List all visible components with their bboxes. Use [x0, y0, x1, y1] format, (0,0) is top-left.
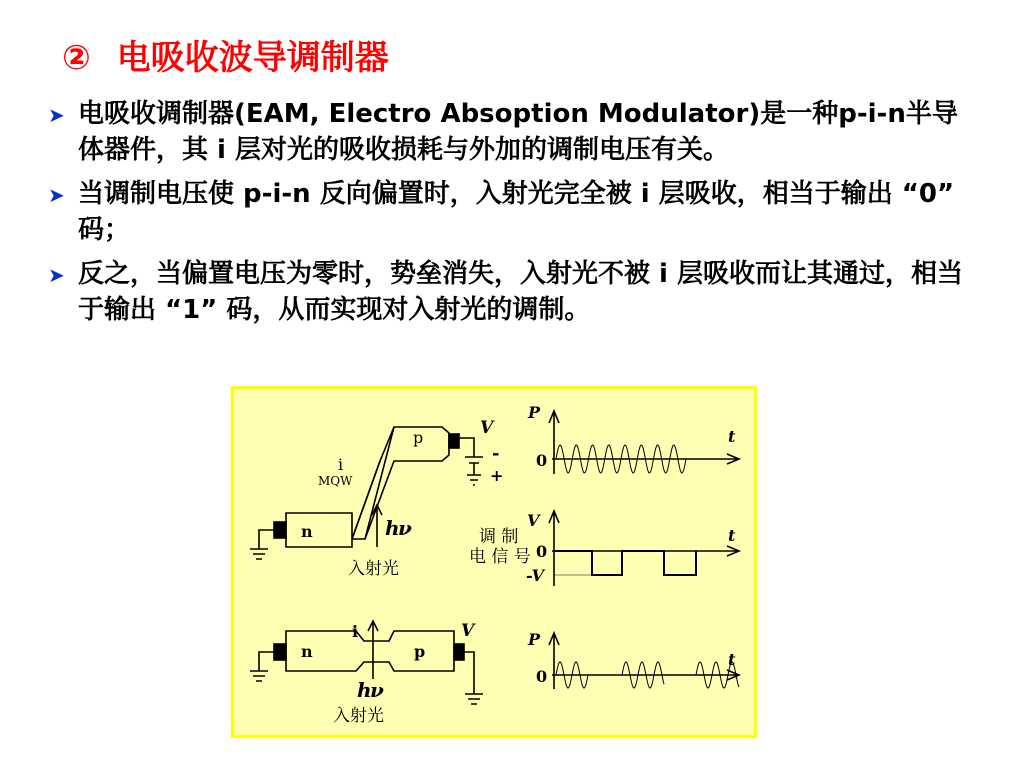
v-label: V	[480, 418, 494, 438]
slide-title	[62, 30, 389, 79]
n-region	[286, 513, 352, 547]
square-wave	[554, 551, 696, 575]
i-label-bottom: i	[352, 622, 359, 641]
p-label: p	[413, 428, 424, 447]
p-contact	[449, 434, 459, 448]
eam-diagram	[234, 389, 754, 735]
arrow-right-icon: ➤	[48, 263, 65, 287]
arrow-right-icon: ➤	[48, 183, 65, 207]
p-contact-bottom	[454, 644, 464, 660]
graph-bottom-zero: 0	[536, 667, 548, 686]
bullet-item	[48, 96, 978, 168]
v-label-bottom: V	[461, 621, 475, 641]
graph-middle	[549, 511, 739, 586]
p-label-bottom: p	[414, 642, 426, 661]
eam-figure	[231, 386, 757, 738]
graph-middle-neg: -V	[526, 566, 544, 585]
hv-h: h	[385, 516, 400, 540]
n-contact	[274, 522, 286, 538]
bullet-list	[48, 96, 978, 336]
n-label: n	[301, 522, 313, 541]
plus-sign: +	[490, 466, 504, 485]
bullet-item	[48, 176, 978, 248]
graph-top-zero: 0	[536, 451, 548, 470]
graph-middle-y-label: V	[527, 511, 540, 530]
ground-symbol	[250, 530, 274, 559]
hv-nu: ν	[398, 516, 412, 540]
signal-label-line1: 调 制	[479, 527, 519, 547]
incident-arrow-icon	[372, 505, 382, 547]
p-axis	[549, 633, 559, 689]
graph-bottom-x-label: t	[728, 650, 736, 669]
graph-bottom-y-label: P	[528, 630, 541, 649]
n-contact-bottom	[274, 644, 286, 660]
graph-middle-zero: 0	[536, 542, 548, 561]
ground-symbol	[464, 652, 483, 704]
bias-battery-icon	[459, 438, 483, 485]
graph-bottom	[549, 633, 739, 689]
graph-middle-x-label: t	[728, 526, 736, 545]
hv-nu-bottom: ν	[370, 678, 384, 702]
p-axis	[549, 411, 559, 474]
mqw-label: MQW	[318, 474, 353, 488]
ground-symbol	[250, 652, 274, 681]
graph-top-y-label: P	[528, 403, 541, 422]
bullet-text: 反之，当偏置电压为零时，势垒消失，入射光不被 i 层吸收而让其通过，相当于输出 “1” 码，从而实现对入射光的调制。	[78, 259, 964, 325]
incident-light-label-bottom: 入射光	[333, 706, 384, 726]
hv-h-bottom: h	[357, 678, 372, 702]
signal-label-line2: 电 信 号	[469, 547, 531, 567]
incident-light-label: 入射光	[348, 559, 399, 579]
n-label-bottom: n	[301, 642, 313, 661]
i-label: i	[338, 455, 344, 474]
minus-sign: -	[492, 443, 500, 464]
graph-top-x-label: t	[728, 427, 736, 446]
arrow-right-icon: ➤	[48, 103, 65, 127]
bullet-text: 电吸收调制器(EAM, Electro Absoption Modulator)是一种p-i-n半导体器件，其 i 层对光的吸收损耗与外加的调制电压有关。	[78, 99, 958, 165]
graph-top	[549, 411, 739, 474]
bullet-item	[48, 256, 978, 328]
top-device	[250, 427, 483, 559]
title-text: 电吸收波导调制器	[116, 38, 389, 78]
bullet-text: 当调制电压使 p-i-n 反向偏置时，入射光完全被 i 层吸收，相当于输出 “0” 码；	[78, 179, 955, 245]
title-number: ②	[62, 38, 91, 78]
